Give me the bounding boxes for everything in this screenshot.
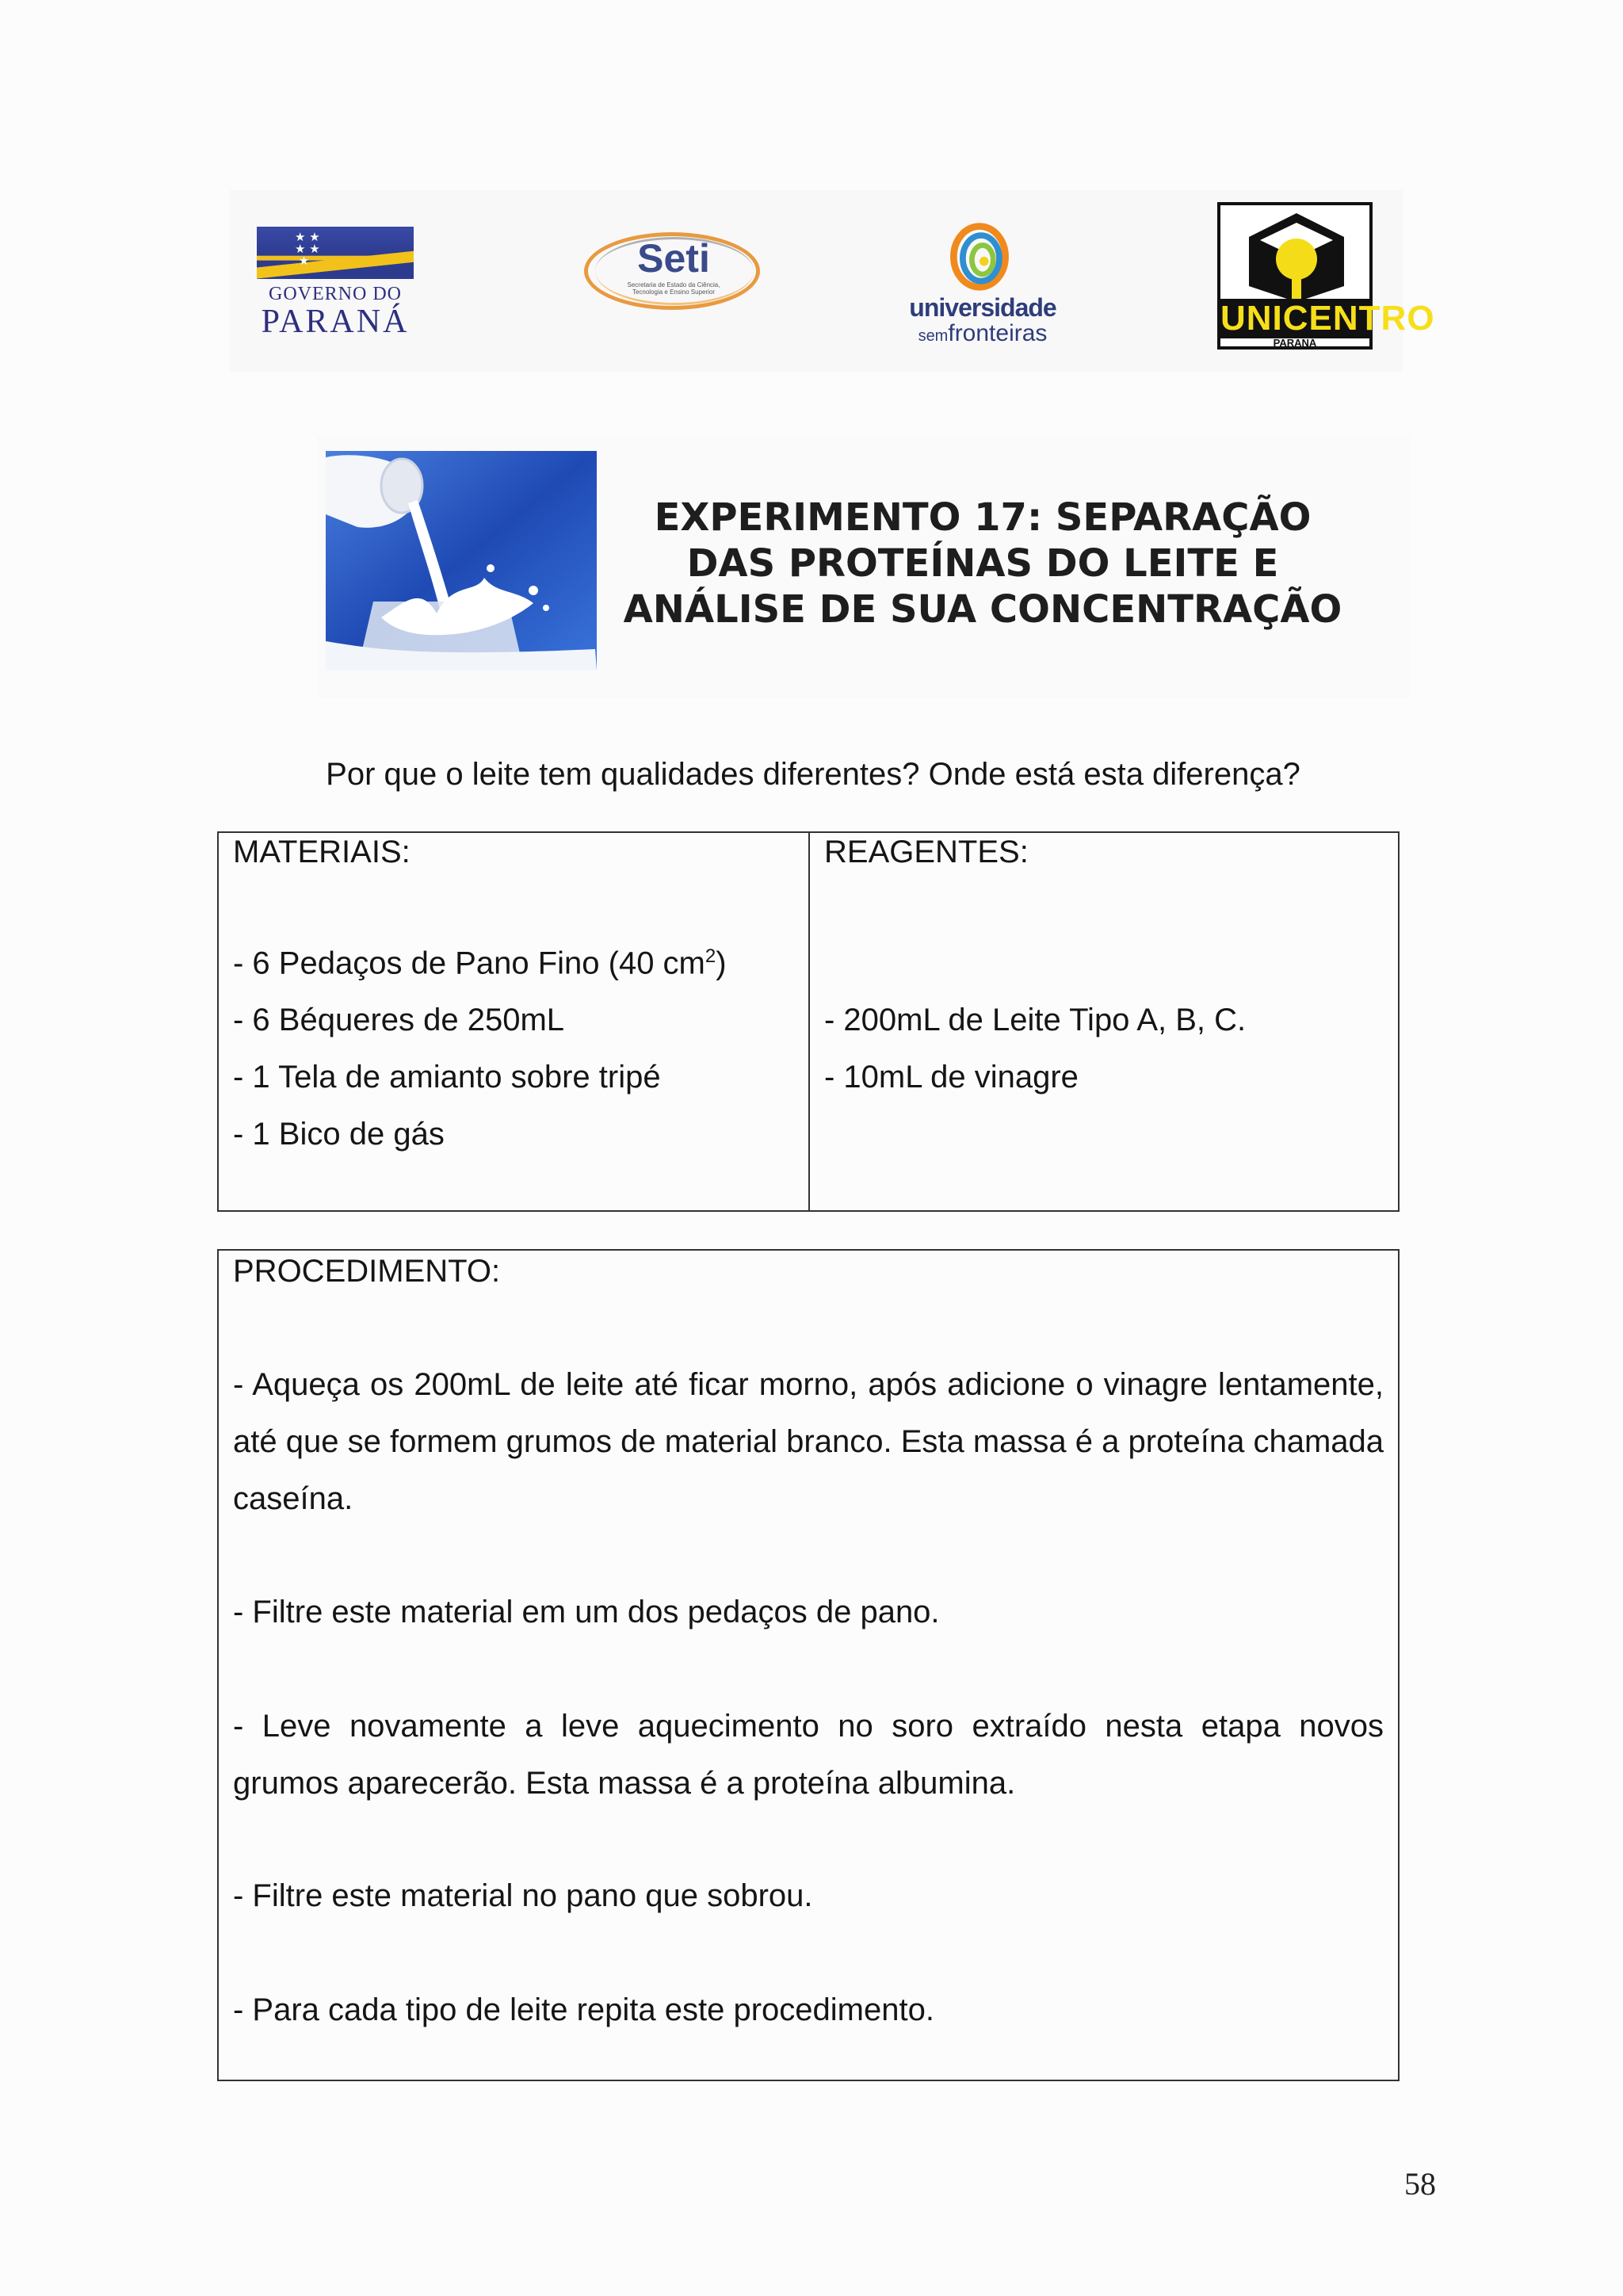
unicentro-logo-name: UNICENTRO [1220,299,1435,338]
experiment-title [602,495,1363,632]
procedure-step: - Leve novamente a leve aquecimento no soro extraído nesta etapa novos grumos aparecerão. Esta massa é a proteína albumina. [233,1709,1384,1801]
seti-logo-name: Seti [637,236,710,281]
universidade-logo-line1: universidade [909,293,1056,322]
rings-icon [941,217,1018,293]
governo-logo-line2: PARANÁ [261,304,410,340]
procedure-step: - Para cada tipo de leite repita este procedimento. [233,1992,934,2027]
experiment-title-line2: DAS PROTEÍNAS DO LEITE E [686,541,1279,586]
milk-pouring-image [326,451,597,670]
materiais-item: - 1 Bico de gás [233,1117,445,1152]
materials-reagents-table [217,831,1400,1212]
universidade-logo-line2: semfronteiras [918,320,1048,346]
procedure-box [217,1249,1400,2081]
reagentes-item: - 200mL de Leite Tipo A, B, C. [824,1003,1247,1037]
experiment-title-line1: EXPERIMENTO 17: SEPARAÇÃO [654,495,1312,540]
reagentes-heading: REAGENTES: [824,835,1029,869]
governo-parana-logo [255,225,415,344]
procedure-step: - Aqueça os 200mL de leite até ficar morno, após adicione o vinagre lentamente, até que se formem grumos de material branco. Esta massa é a proteína chamada caseína. [233,1367,1384,1516]
seti-logo-subtitle: Secretaria de Estado da Ciência, Tecnologia e Ensino Superior [627,281,720,296]
procedure-step: - Filtre este material no pano que sobrou. [233,1878,813,1913]
seti-logo [582,226,765,317]
hexagon-cube-icon [1241,210,1352,304]
page-number: 58 [1404,2166,1436,2202]
materiais-item: - 1 Tela de amianto sobre tripé [233,1060,661,1095]
unicentro-logo [1217,202,1435,350]
governo-logo-line1: GOVERNO DO [269,284,402,304]
universidade-sem-fronteiras-logo [903,214,1062,353]
parana-flag-icon: ★ ★ ★ ★ ★ [257,227,414,279]
procedimento-heading: PROCEDIMENTO: [233,1254,501,1289]
question-text: Por que o leite tem qualidades diferentes? Onde está esta diferença? [326,757,1300,792]
materiais-item: - 6 Pedaços de Pano Fino (40 $cm^2$) [233,946,727,981]
experiment-title-line3: ANÁLISE DE SUA CONCENTRAÇÃO [623,587,1342,632]
procedure-step: - Filtre este material em um dos pedaços de pano. [233,1595,940,1629]
reagentes-item: - 10mL de vinagre [824,1060,1079,1095]
materiais-item: - 6 Béqueres de 250mL [233,1003,565,1037]
table-divider [808,833,810,1210]
unicentro-logo-subtitle: PARANÁ [1273,337,1317,349]
materiais-heading: MATERIAIS: [233,835,411,869]
